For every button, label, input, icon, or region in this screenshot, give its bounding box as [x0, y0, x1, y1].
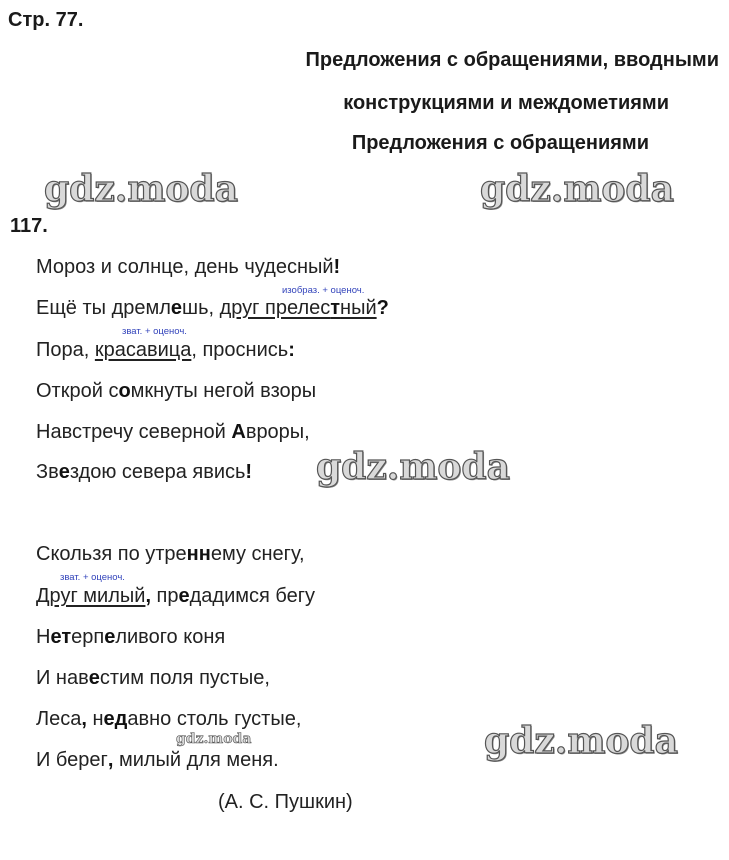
address-underline-3: Друг милый: [36, 585, 146, 607]
poem-line-5: Навстречу северной Авроры,: [36, 421, 310, 443]
watermark: gdz.moda: [484, 720, 678, 762]
poem-author: (А. С. Пушкин): [218, 791, 353, 813]
watermark: gdz.moda: [44, 168, 238, 210]
poem-line-6: Звездою севера явись!: [36, 461, 253, 483]
title-line-1: Предложения с обращениями, вводными: [305, 49, 719, 71]
title-line-2: конструкциями и междометиями: [343, 92, 669, 114]
annotation-1: изобраз. + оценоч.: [282, 285, 365, 296]
address-underline-1: друг прелестный: [219, 297, 377, 319]
poem-line-2: Ещё ты дремлешь, друг прелестный?: [36, 297, 389, 319]
poem-line-9: Нетерпеливого коня: [36, 626, 226, 648]
poem-line-3: Пора, красавица, проснись:: [36, 339, 295, 361]
poem-line-1: Мороз и солнце, день чудесный!: [36, 256, 341, 278]
watermark: gdz.moda: [176, 731, 252, 747]
poem-line-10: И навестим поля пустые,: [36, 667, 270, 689]
page-number: Стр. 77.: [8, 9, 84, 31]
poem-line-4: Открой сомкнуты негой взоры: [36, 380, 317, 402]
poem-line-7: Скользя по утреннему снегу,: [36, 543, 305, 565]
poem-line-12: И берег, милый для меня.: [36, 749, 279, 771]
annotation-3: зват. + оценоч.: [60, 572, 125, 583]
title-line-3: Предложения с обращениями: [351, 132, 649, 154]
exercise-number: 117.: [10, 215, 48, 237]
address-underline-2: красавица: [94, 339, 192, 361]
poem-line-8: Друг милый, предадимся бегу: [36, 585, 316, 607]
watermark: gdz.moda: [480, 168, 674, 210]
annotation-2: зват. + оценоч.: [122, 326, 187, 337]
watermark: gdz.moda: [316, 446, 510, 488]
poem-line-11: Леса, недавно столь густые,: [36, 708, 302, 730]
